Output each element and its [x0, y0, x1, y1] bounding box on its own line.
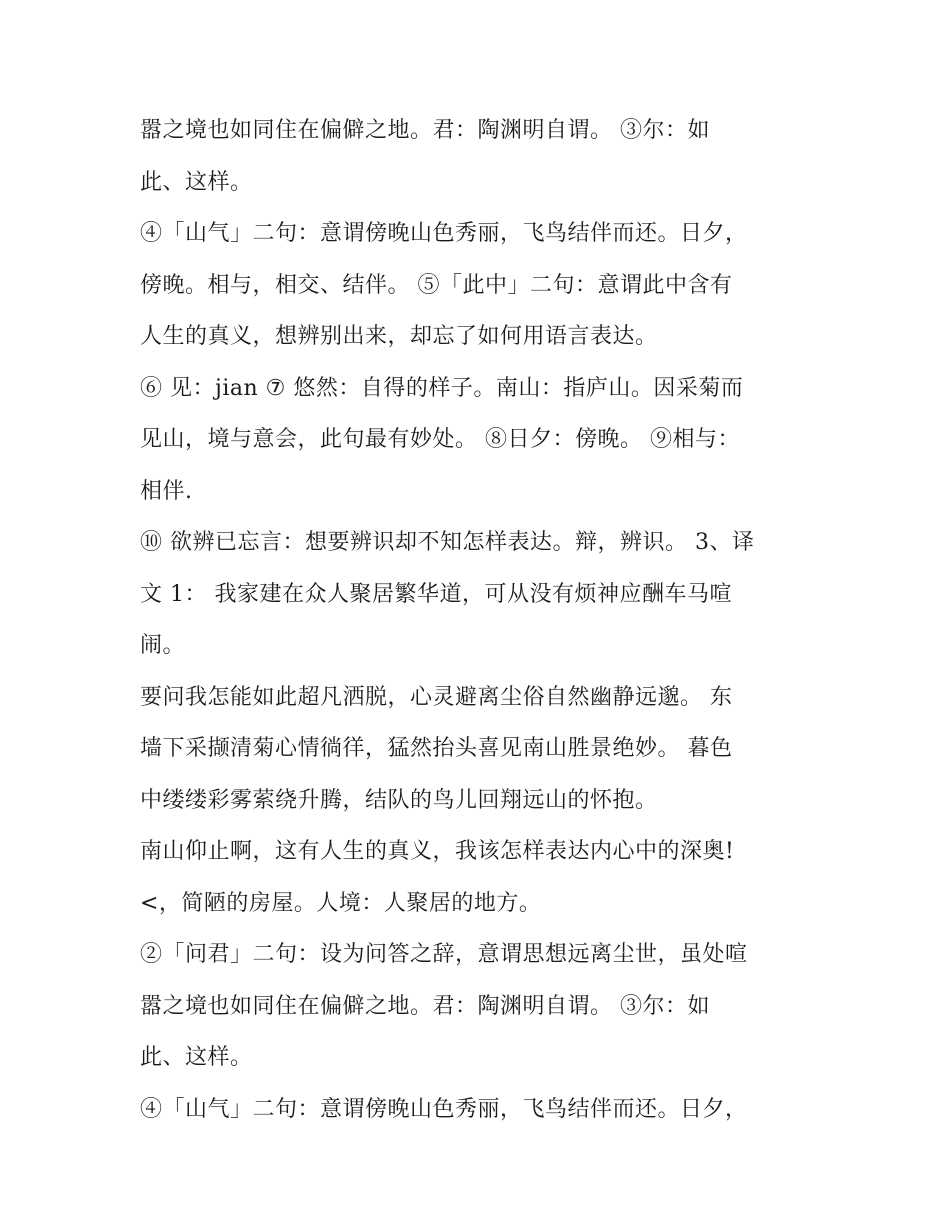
- text-line-7: 见山，境与意会，此句最有妙处。 ⑧日夕：傍晚。 ⑨相与：: [140, 427, 740, 452]
- text-line-4: 傍晚。相与，相交、结伴。 ⑤「此中」二句：意谓此中含有: [140, 272, 733, 298]
- text-line-2: 此、这样。: [140, 169, 253, 195]
- document-page: [140, 105, 820, 1135]
- text-line-20: ④「山气」二句：意谓傍晚山色秀丽，飞鸟结伴而还。日夕，: [140, 1096, 748, 1122]
- text-line-6: ⑥ 见：jian ⑦ 悠然：自得的样子。南山：指庐山。因采菊而: [140, 375, 744, 401]
- text-line-19: 此、这样。: [140, 1045, 253, 1070]
- text-line-18: 嚣之境也如同住在偏僻之地。君：陶渊明自谓。 ③尔：如: [140, 993, 710, 1019]
- text-line-3: ④「山气」二句：意谓傍晚山色秀丽，飞鸟结伴而还。日夕，: [140, 221, 748, 246]
- text-line-8: 相伴.: [140, 478, 193, 504]
- text-line-9: ⑩ 欲辨已忘言：想要辨识却不知怎样表达。辩，辨识。 3、译: [140, 530, 755, 555]
- text-line-1: 嚣之境也如同住在偏僻之地。君：陶渊明自谓。 ③尔：如: [140, 118, 710, 143]
- text-line-10: 文 1： 我家建在众人聚居繁华道，可从没有烦神应酬车马喧: [140, 581, 732, 607]
- text-line-16: <，简陋的房屋。人境：人聚居的地方。: [140, 890, 542, 916]
- text-line-17: ②「问君」二句：设为问答之辞，意谓思想远离尘世，虽处喧: [140, 942, 748, 967]
- text-line-15: 南山仰止啊，这有人生的真义，我该怎样表达内心中的深奥!: [140, 839, 735, 864]
- text-line-11: 闹。: [140, 633, 186, 658]
- text-line-14: 中缕缕彩雾萦绕升腾，结队的鸟儿回翔远山的怀抱。: [140, 787, 658, 813]
- text-line-5: 人生的真义，想辨别出来，却忘了如何用语言表达。: [140, 324, 658, 349]
- text-line-13: 墙下采撷清菊心情徜徉，猛然抬头喜见南山胜景绝妙。 暮色: [140, 736, 733, 761]
- text-line-12: 要问我怎能如此超凡洒脱，心灵避离尘俗自然幽静远邈。 东: [140, 684, 733, 710]
